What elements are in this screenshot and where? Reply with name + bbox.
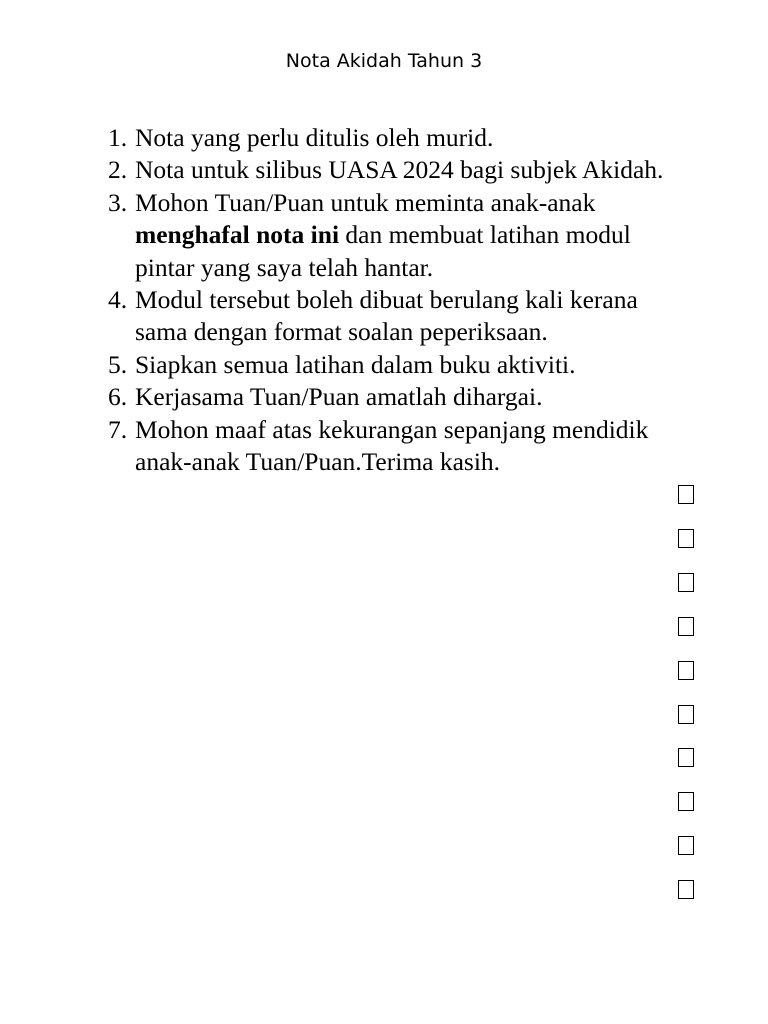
checkbox-square[interactable] [678,617,694,636]
page-title: Nota Akidah Tahun 3 [285,50,483,72]
note-number: 3. [108,187,128,217]
checkbox-square[interactable] [678,792,694,811]
note-text-tail: dan membuat latihan modul pintar yang saya telah hantar. [135,220,631,282]
checkbox-square[interactable] [678,573,694,592]
note-number: 2. [108,155,128,185]
note-item-4 [108,284,708,349]
note-item-5 [108,349,708,381]
note-text-emphasis: menghafal nota ini [135,220,340,250]
note-text-lead: Mohon Tuan/Puan untuk meminta anak-anak [135,187,596,217]
note-text: Mohon maaf atas kekurangan sepanjang mendidik anak-anak Tuan/Puan.Terima kasih. [135,414,649,477]
checkbox-square[interactable] [678,705,694,724]
note-item-6 [108,381,708,413]
checkbox-square[interactable] [678,836,694,855]
note-number: 4. [108,285,128,315]
note-number: 1. [108,123,128,152]
note-text: Kerjasama Tuan/Puan amatlah dihargai. [135,382,543,412]
note-text: Nota yang perlu ditulis oleh murid. [135,123,494,152]
note-text: Modul tersebut boleh dibuat berulang kali kerana sama dengan format soalan peperiksaan. [135,285,638,347]
note-text: Nota untuk silibus UASA 2024 bagi subjek Akidah. [135,155,664,185]
note-text: Siapkan semua latihan dalam buku aktiviti. [135,349,576,379]
checkbox-square[interactable] [678,661,694,680]
checkbox-square[interactable] [678,485,694,504]
note-number: 7. [108,414,128,444]
note-item-2 [108,154,708,186]
note-list [108,122,708,478]
note-item-7 [108,414,708,479]
checkbox-square[interactable] [678,880,694,899]
note-item-1 [108,122,708,154]
note-number: 5. [108,349,128,379]
note-item-3 [108,187,708,284]
checkbox-square[interactable] [678,529,694,548]
note-text [135,187,708,284]
checkbox-square[interactable] [678,748,694,767]
note-number: 6. [108,382,128,412]
